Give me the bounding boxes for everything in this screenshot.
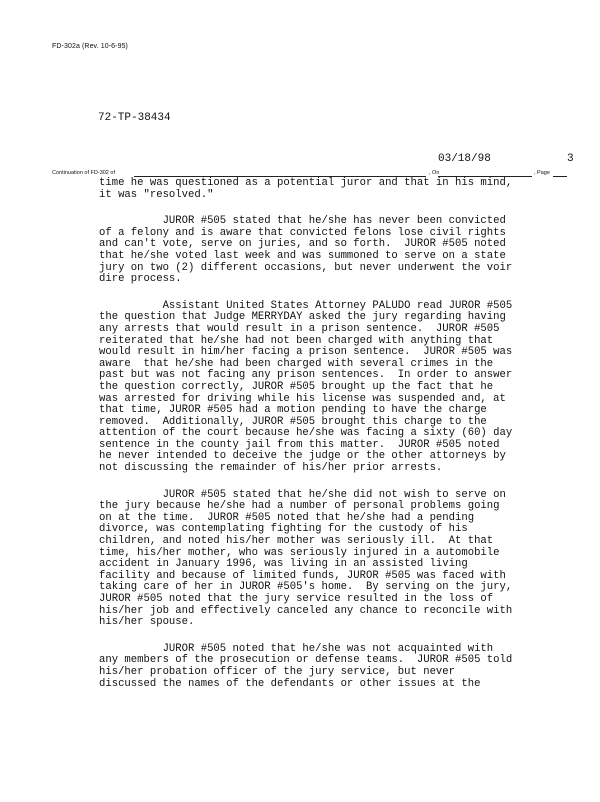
text-line: it was "resolved." [99,188,214,201]
text-line: past but was not facing any prison sentences. In order to answer [99,369,513,382]
text-line: attention of the court because he/she was facing a sixty (60) day [99,427,513,440]
text-line: and can't vote, serve on juries, and so forth. JUROR #505 noted [99,238,506,251]
text-line: discussed the names of the defendants or other issues at the [99,677,481,690]
paragraph [99,178,564,201]
text-line: jury on two (2) different occasions, but never underwent the voir [99,261,513,274]
page-rule [553,176,567,177]
text-line: facility and because of limited funds, JUROR #505 was faced with [99,569,506,582]
page-number: 3 [567,153,574,165]
text-line: aware that he/she had been charged with several crimes in the [99,357,494,370]
text-line: time, his/her mother, who was seriously injured in a automobile [99,546,500,559]
text-line: any arrests that would result in a prison sentence. JUROR #505 [99,322,500,335]
text-line: he never intended to deceive the judge or the other attorneys by [99,450,506,463]
text-line: reiterated that he/she had not been charged with anything that [99,334,494,347]
paragraph [99,216,564,286]
text-line: taking care of her in JUROR #505's home. By serving on the jury, [99,581,513,594]
text-line: JUROR #505 noted that he/she was not acquainted with [99,642,494,655]
text-line: was arrested for driving while his license was suspended and, at [99,392,506,405]
text-line: would result in him/her facing a prison sentence. JUROR #505 was [99,346,513,359]
text-line: JUROR #505 stated that he/she has never been convicted [99,215,506,228]
paragraph [99,301,564,475]
paragraph-gap [99,475,564,490]
paragraph [99,644,564,690]
text-line: that he/she voted last week and was summoned to serve on a state [99,249,506,262]
continuation-label: Continuation of FD-302 of [52,170,115,176]
text-line: sentence in the county jail from this matter. JUROR #505 noted [99,438,500,451]
text-line: the jury because he/she had a number of personal problems going [99,500,500,513]
text-line: divorce, was contemplating fighting for the custody of his [99,523,468,536]
report-date: 03/18/98 [438,153,491,165]
text-line: his/her job and effectively canceled any chance to reconcile with [99,604,513,617]
text-line: removed. Additionally, JUROR #505 brought this charge to the [99,415,487,428]
text-line: on at the time. JUROR #505 noted that he/she had a pending [99,511,475,524]
paragraph-gap [99,286,564,301]
form-id: FD-302a (Rev. 10-6-95) [52,43,128,50]
text-line: dire process. [99,273,182,286]
text-line: JUROR #505 stated that he/she did not wish to serve on [99,488,506,501]
text-line: any members of the prosecution or defense teams. JUROR #505 told [99,654,513,667]
text-line: time he was questioned as a potential juror and that in his mind, [99,177,513,189]
page-label: , Page [534,170,550,176]
text-line: JUROR #505 noted that the jury service resulted in the loss of [99,593,494,605]
text-line: Assistant United States Attorney PALUDO read JUROR #505 [99,299,513,312]
text-line: his/her spouse. [99,616,195,629]
text-line: of a felony and is aware that convicted felons lose civil rights [99,226,506,239]
body-text [99,178,564,690]
text-line: that time, JUROR #505 had a motion pending to have the charge [99,404,487,417]
paragraph-gap [99,201,564,216]
on-label: , On [429,170,440,176]
text-line: not discussing the remainder of his/her prior arrests. [99,462,443,475]
text-line: the question correctly, JUROR #505 brought up the fact that he [99,380,494,393]
paragraph [99,490,564,629]
text-line: the question that Judge MERRYDAY asked the jury regarding having [99,311,506,324]
text-line: his/her probation officer of the jury service, but never [99,665,456,678]
text-line: children, and noted his/her mother was seriously ill. At that [99,535,494,548]
paragraph-gap [99,629,564,644]
file-number: 72-TP-38434 [98,112,171,124]
text-line: accident in January 1996, was living in an assisted living [99,558,468,571]
